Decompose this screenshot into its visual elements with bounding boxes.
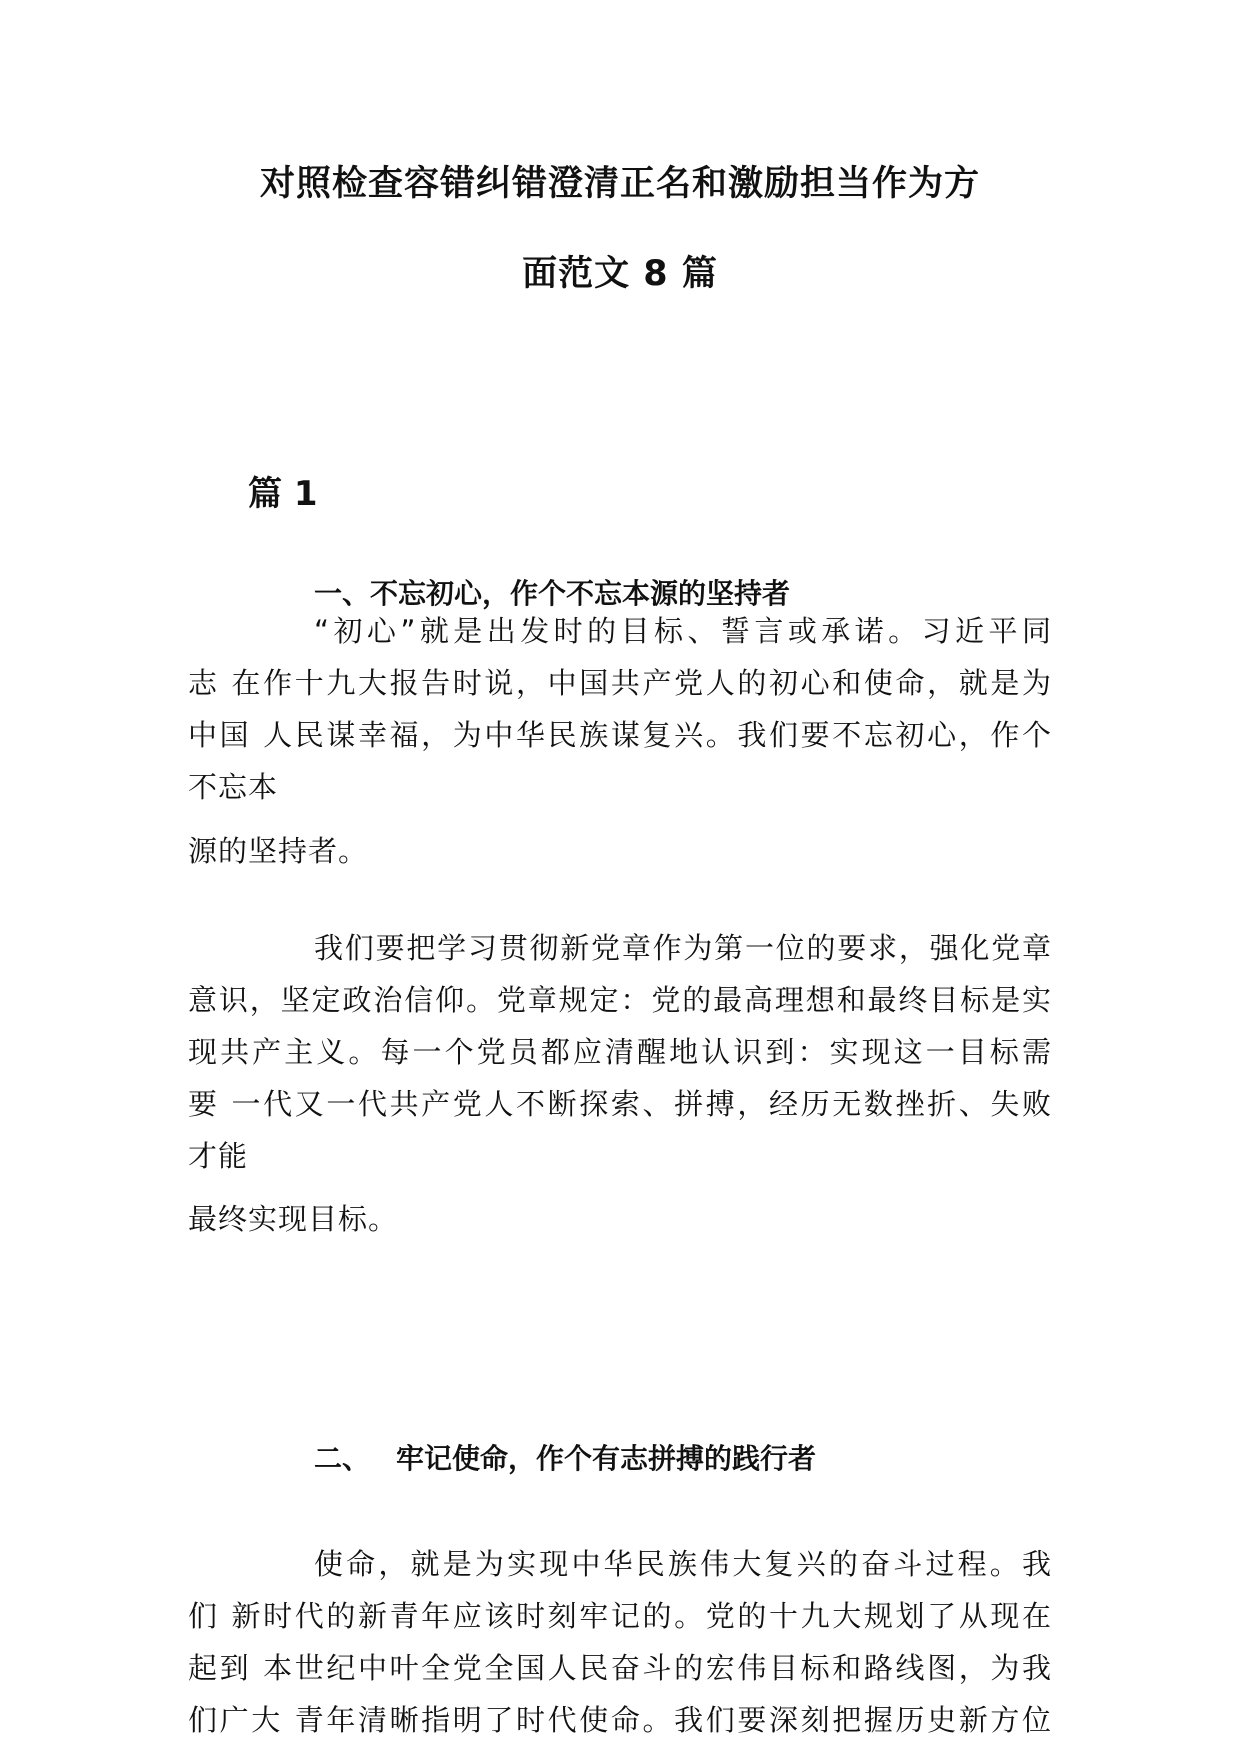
paragraph-line: 我们要把学习贯彻新党章作为第一位的要求，强化党章 <box>314 931 1052 965</box>
paragraph-line: 现共产主义。每一个党员都应清醒地认识到：实现这一目标需 <box>188 1035 1052 1069</box>
paragraph-line: 意识，坚定政治信仰。党章规定：党的最高理想和最终目标是实 <box>188 983 1052 1017</box>
section2-heading <box>314 1437 816 1477</box>
paragraph-line: 中国 人民谋幸福，为中华民族谋复兴。我们要不忘初心，作个 <box>188 718 1052 752</box>
section2-heading-text: 牢记使命，作个有志拼搏的践行者 <box>396 1442 817 1475</box>
paragraph-line: 不忘本 <box>188 770 279 804</box>
paragraph-line: 们 新时代的新青年应该时刻牢记的。党的十九大规划了从现在 <box>188 1599 1052 1633</box>
paragraph-line: 源的坚持者。 <box>188 834 369 868</box>
paragraph-line: 要 一代又一代共产党人不断探索、拼搏，经历无数挫折、失败 <box>188 1087 1052 1121</box>
document-title-line1: 对照检查容错纠错澄清正名和激励担当作为方 <box>259 164 980 204</box>
paragraph-line: 志 在作十九大报告时说，中国共产党人的初心和使命，就是为 <box>188 666 1052 700</box>
paragraph-line: 才能 <box>188 1139 249 1173</box>
paragraph-line: “初心”就是出发时的目标、誓言或承诺。习近平同 <box>314 614 1052 648</box>
paragraph-line: 使命，就是为实现中华民族伟大复兴的奋斗过程。我 <box>314 1547 1052 1581</box>
paragraph-line: 最终实现目标。 <box>188 1202 399 1236</box>
paragraph-line: 们广大 青年清晰指明了时代使命。我们要深刻把握历史新方位 <box>188 1703 1052 1737</box>
paragraph-line: 起到 本世纪中叶全党全国人民奋斗的宏伟目标和路线图，为我 <box>188 1651 1052 1685</box>
document-title-line2: 面范文 8 篇 <box>522 254 718 294</box>
section1-heading: 一、不忘初心，作个不忘本源的坚持者 <box>314 577 791 610</box>
part-label: 篇 1 <box>248 474 318 514</box>
section2-heading-number: 二、 <box>314 1442 371 1475</box>
